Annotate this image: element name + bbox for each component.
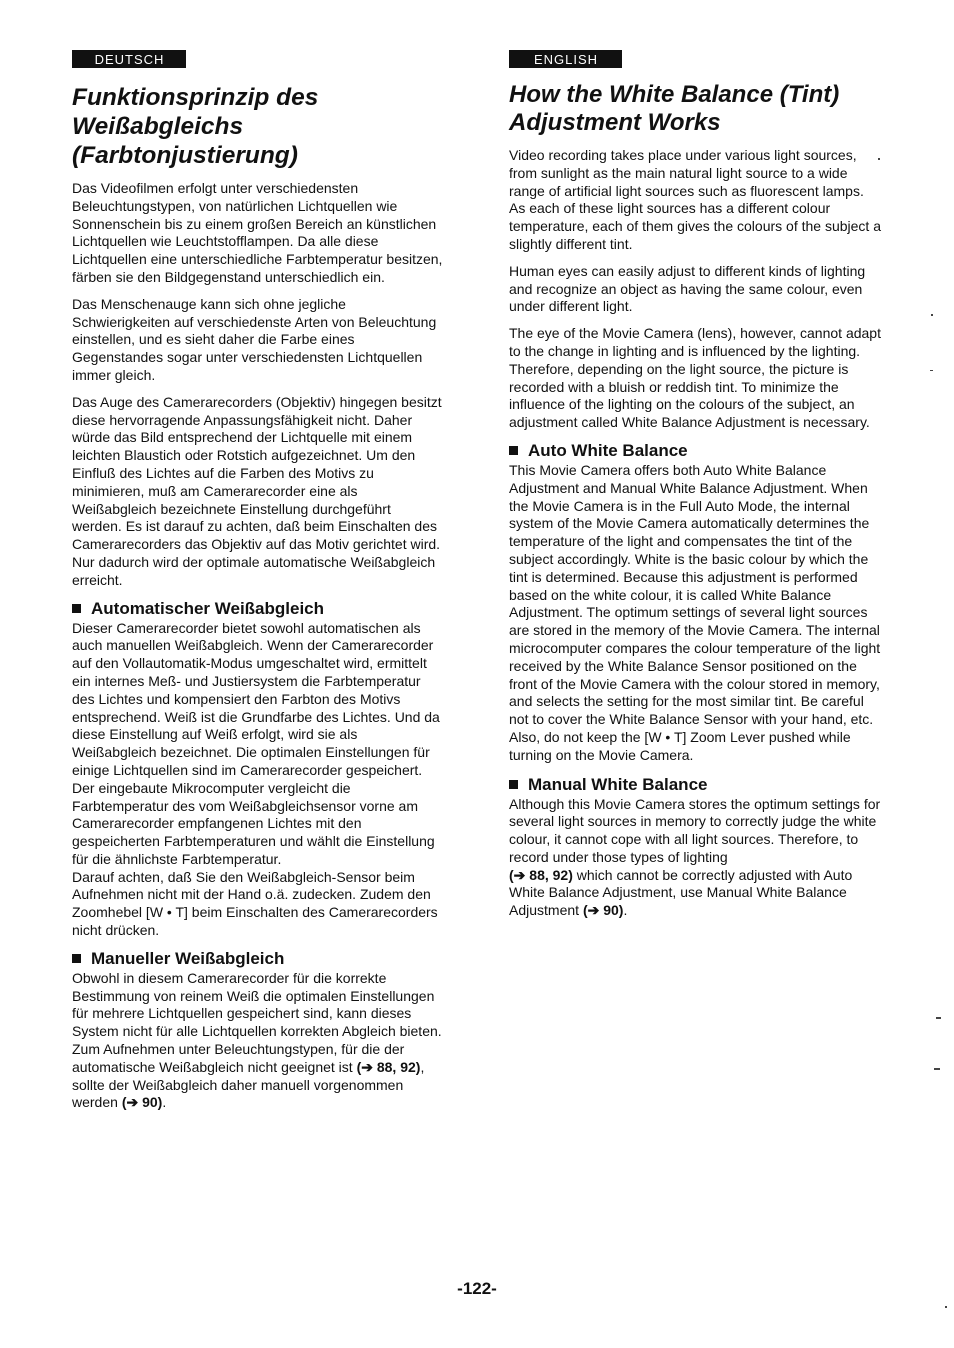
- page-number: -122-: [457, 1279, 497, 1298]
- manual-text-english: [509, 796, 881, 921]
- manual-heading-label: Manueller Weißabgleich: [91, 948, 285, 968]
- scan-speck: [945, 1306, 947, 1308]
- intro-paragraph-3: The eye of the Movie Camera (lens), however, cannot adapt to the change in lighting and is influenced by the lighting. Therefore, depending on the light source, the picture is recorded with a bluish or reddish tint. To minimize the influence of the lighting on the colours of the subject, an adjustment called White Balance Adjustment is necessary.: [509, 325, 881, 431]
- page-reference-88-92: (➔ 88, 92): [509, 866, 573, 883]
- intro-paragraph-2: Das Menschenauge kann sich ohne jegliche Schwierigkeiten auf verschiedenste Arten von Beleuchtung einstellen, und es sieht daher die Farbe eines Gegenstandes sogar unter verschiedensten Lichtquellen immer gleich.: [72, 295, 437, 383]
- section-title-english: How the White Balance (Tint) Adjustment Works: [509, 81, 840, 136]
- bullet-square-icon: [72, 954, 81, 963]
- manual-text-part-c: .: [623, 902, 628, 919]
- auto-heading-english: [509, 441, 881, 461]
- auto-text-deutsch: Dieser Camerarecorder bietet sowohl automatischen als auch manuellen Weißabgleich. Wenn der Camerarecorder auf den Vollautomatik-Modus umgeschaltet wird, ermittelt ein internes Meß- und Justiersystem die Farbtemperatur des Lichtes und kompensiert den Farbton des Motivs entsprechend. Weiß ist die Grundfarbe des Lichtes. Und da diese Einstellung auf Weiß erfolgt, wird sie als Weißabgleich bezeichnet. Die optimalen Einstellungen für einige Lichtquellen sind im Camerarecorder gespeichert. Der eingebaute Mikrocomputer vergleicht die Farbtemperatur des vom Weißabgleichsensor vorne am Camerarecorder empfangenen Lichtes mit den gespeicherten Farbtemperaturen und wählt die Einstellung für die ähnlichste Farbtemperatur.: [72, 619, 440, 867]
- scan-speck: [930, 370, 933, 371]
- manual-text-part-b: which cannot be correctly adjusted with Auto White Balance Adjustment, use Manual White Balance Adjustment: [509, 866, 853, 919]
- manual-text-deutsch: [72, 970, 444, 1112]
- manual-text-part-c: .: [162, 1094, 167, 1111]
- page-reference-90: (➔ 90): [582, 902, 624, 919]
- page-reference-88-92: (➔ 88, 92): [356, 1058, 421, 1075]
- column-english: [509, 50, 881, 920]
- scan-speck: [878, 158, 880, 160]
- section-title-deutsch: Funktionsprinzip des Weißabgleichs (Farbtonjustierung): [72, 84, 319, 169]
- language-tag-deutsch: DEUTSCH: [72, 50, 186, 68]
- auto-text2-deutsch: Darauf achten, daß Sie den Weißabgleich-Sensor beim Aufnehmen nicht mit der Hand o.ä. zudecken. Zudem den Zoomhebel [W • T] beim Einschalten des Camerarecorders nicht drücken.: [72, 868, 438, 939]
- column-deutsch: [72, 50, 444, 1112]
- manual-heading-english: [509, 775, 881, 795]
- bullet-square-icon: [509, 446, 518, 455]
- manual-text-part-a: Obwohl in diesem Camerarecorder für die korrekte Bestimmung von reinem Weiß die optimalen Einstellungen für mehrere Lichtquellen gespeichert sind, kann dieses System nicht für alle Lichtquellen korrekten Abgleich bieten. Zum Aufnehmen unter Beleuchtungstypen, für die der automatische Weißabgleich nicht geeignet ist: [72, 969, 442, 1075]
- intro-paragraph-2: Human eyes can easily adjust to different kinds of lighting and recognize an object as having the same colour, even under different light.: [509, 262, 866, 315]
- intro-paragraph-1: Video recording takes place under various light sources, from sunlight as the main natural light source to a wide range of artificial light sources such as fluorescent lamps. As each of these light sources has a different colour temperature, each of them gives the colours of the subject a slightly different tint.: [509, 147, 881, 252]
- scan-speck: [936, 1017, 941, 1019]
- bullet-square-icon: [72, 604, 81, 613]
- manual-text-part-a: Although this Movie Camera stores the optimum settings for several light sources in memory to correctly judge the white colour, it cannot cope with all light sources. Therefore, to record under those types of lighting: [509, 795, 881, 865]
- page-reference-90: (➔ 90): [121, 1094, 163, 1111]
- auto-heading-label: Auto White Balance: [528, 440, 688, 460]
- scan-speck: [931, 314, 933, 316]
- intro-paragraph-3: Das Auge des Camerarecorders (Objektiv) hingegen besitzt diese hervorragende Anpassungsfähigkeit nicht. Daher würde das Bild entsprechend der Lichtquelle mit einem leichten Blaustich oder Rotstich aufgezeichnet. Um den Einfluß des Lichtes auf die Farben des Motivs zu minimieren, muß am Camerarecorder eine als Weißabgleich bezeichnete Einstellung durchgeführt werden. Es ist darauf zu achten, daß beim Einschalten des Camerarecorders das Objektiv auf das Motiv gerichtet wird. Nur dadurch wird der optimale automatische Weißabgleich erreicht.: [72, 393, 442, 588]
- auto-heading-label: Automatischer Weißabgleich: [91, 598, 325, 618]
- bullet-square-icon: [509, 780, 518, 789]
- auto-heading-deutsch: [72, 599, 444, 619]
- auto-text-english: This Movie Camera offers both Auto White Balance Adjustment and Manual White Balance Adjustment. When the Movie Camera is in the Full Auto Mode, the internal system of the Movie Camera automatically determines the temperature of the light and compensates the tint of the subject accordingly. White is the basic colour by which the tint is determined. Because this adjustment is performed based on the white colour, it is called White Balance Adjustment. The optimum settings of several light sources are stored in the memory of the Movie Camera. The internal microcomputer compares the colour temperature of the light received by the White Balance Sensor positioned on the front of the Movie Camera with the colour stored in memory, and selects the setting for the most similar tint. Be careful not to cover the White Balance Sensor with your hand, etc. Also, do not keep the [W • T] Zoom Lever pushed while turning on the Movie Camera.: [509, 461, 881, 763]
- language-tag-english: ENGLISH: [509, 50, 622, 68]
- manual-text-part-b: , sollte der Weißabgleich daher manuell vorgenommen werden: [72, 1058, 425, 1111]
- intro-paragraph-1: Das Videofilmen erfolgt unter verschiedensten Beleuchtungstypen, von natürlichen Lichtquellen wie Sonnenschein bis zu einem großen Bereich an künstlichen Lichtquellen wie Leuchtstofflampen. Da alle diese Lichtquellen eine unterschiedliche Farbtemperatur besitzen, färben sie den Bildgegenstand unterschiedlich ein.: [72, 180, 443, 285]
- scan-speck: [934, 1068, 940, 1070]
- manual-heading-deutsch: [72, 949, 444, 969]
- manual-heading-label: Manual White Balance: [528, 774, 708, 794]
